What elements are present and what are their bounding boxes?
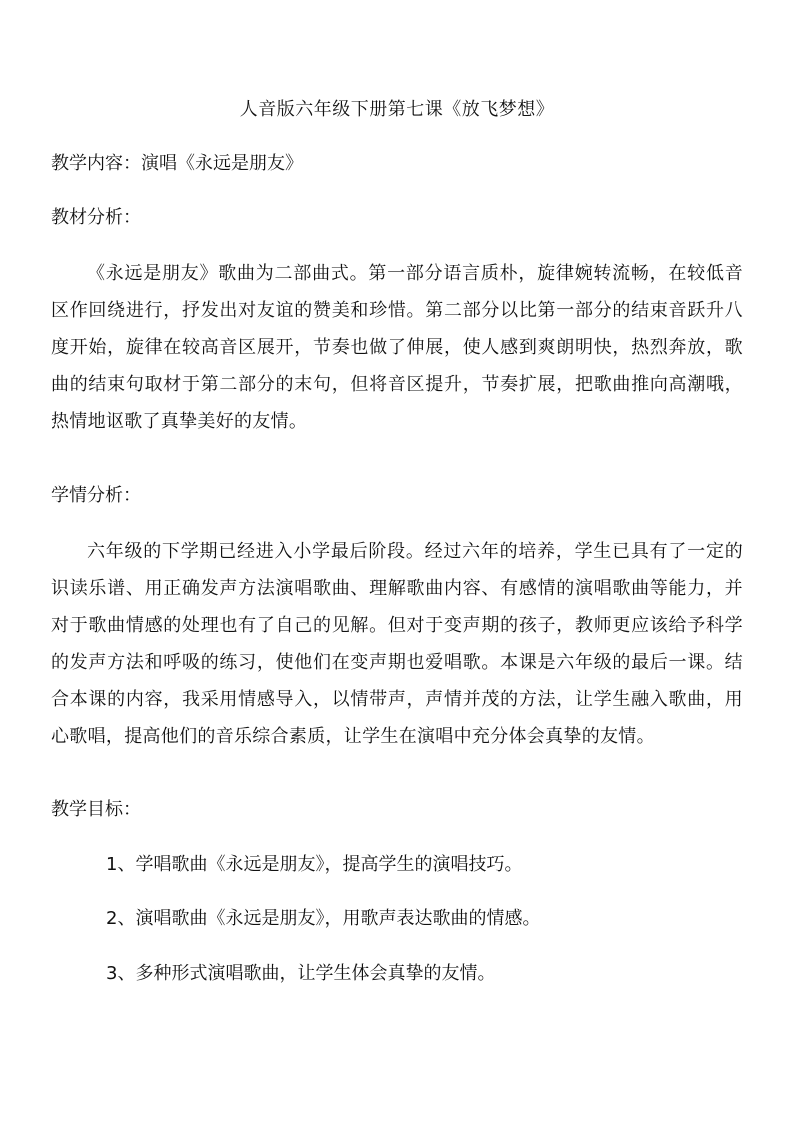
teaching-content-line: 教学内容：演唱《永远是朋友》 bbox=[51, 153, 303, 174]
learner-analysis-paragraph: 六年级的下学期已经进入小学最后阶段。经过六年的培养，学生已具有了一定的识读乐谱、用正确发声方法演唱歌曲、理解歌曲内容、有感情的演唱歌曲等能力，并对于歌曲情感的处理也有了自己的见解。但对于变声期的孩子，教师更应该给予科学的发声方法和呼吸的练习，使他们在变声期也爱唱歌。本课是六年级的最后一课。结合本课的内容，我采用情感导入，以情带声，声情并茂的方法，让学生融入歌曲，用心歌唱，提高他们的音乐综合素质，让学生在演唱中充分体会真挚的友情。 bbox=[51, 541, 743, 747]
material-analysis-heading: 教材分析： bbox=[51, 207, 141, 228]
objective-item: 1、学唱歌曲《永远是朋友》，提高学生的演唱技巧。 bbox=[106, 854, 523, 875]
material-analysis-paragraph: 《永远是朋友》歌曲为二部曲式。第一部分语言质朴，旋律婉转流畅，在较低音区作回绕进行，抒发出对友谊的赞美和珍惜。第二部分以比第一部分的结束音跃升八度开始，旋律在较高音区展开，节奏也做了伸展，使人感到爽朗明快，热烈奔放，歌曲的结束句取材于第二部分的末句，但将音区提升，节奏扩展，把歌曲推向高潮哦，热情地讴歌了真挚美好的友情。 bbox=[51, 263, 743, 432]
objective-item: 2、演唱歌曲《永远是朋友》，用歌声表达歌曲的情感。 bbox=[106, 908, 541, 929]
learner-analysis-heading: 学情分析： bbox=[51, 485, 141, 506]
document-title: 人音版六年级下册第七课《放飞梦想》 bbox=[239, 99, 555, 120]
objectives-heading: 教学目标： bbox=[51, 799, 141, 820]
objective-item: 3、多种形式演唱歌曲，让学生体会真挚的友情。 bbox=[106, 963, 496, 984]
